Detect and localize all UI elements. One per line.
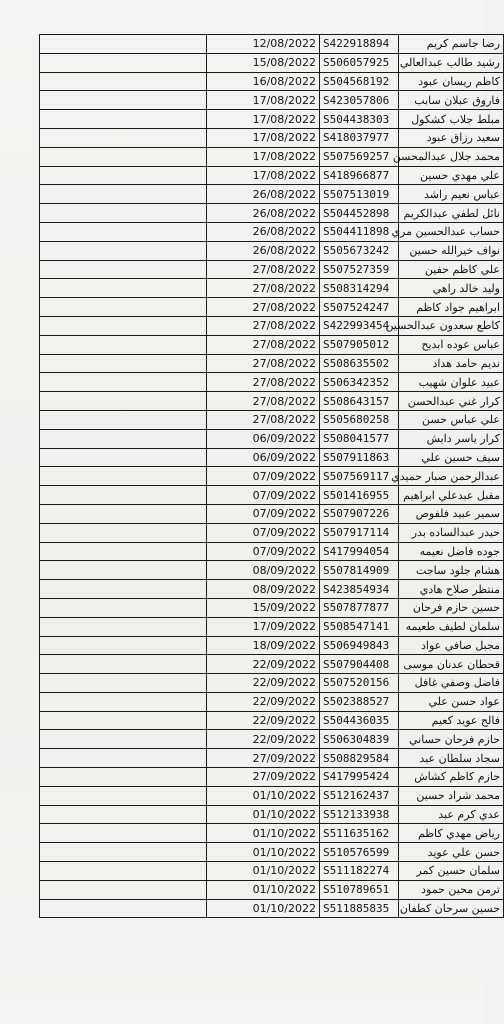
name-cell: سيف حسين علي — [399, 448, 504, 467]
date-cell: 08/09/2022 — [207, 580, 320, 599]
date-cell: 17/08/2022 — [207, 110, 320, 129]
date-cell: 17/08/2022 — [207, 128, 320, 147]
table-row — [40, 166, 504, 185]
id-cell: S418966877 — [320, 166, 399, 185]
blank-cell — [40, 392, 207, 411]
date-cell: 22/09/2022 — [207, 730, 320, 749]
name-cell: كاظم ريسان عبود — [399, 72, 504, 91]
id-cell: S512133938 — [320, 805, 399, 824]
id-cell: S423854934 — [320, 580, 399, 599]
id-cell: S506057925 — [320, 53, 399, 72]
name-cell: عبدالرحمن صبار حميدي — [399, 467, 504, 486]
name-cell: فالح عويد كعيم — [399, 711, 504, 730]
date-cell: 17/09/2022 — [207, 617, 320, 636]
id-cell: S507513019 — [320, 185, 399, 204]
id-cell: S510576599 — [320, 843, 399, 862]
blank-cell — [40, 335, 207, 354]
name-cell: وليد خالد راهي — [399, 279, 504, 298]
id-cell: S507911863 — [320, 448, 399, 467]
blank-cell — [40, 279, 207, 298]
records-table — [39, 34, 504, 918]
name-cell: رياض مهدي كاظم — [399, 824, 504, 843]
name-cell: سلمان لطيف طعيمه — [399, 617, 504, 636]
table-row — [40, 128, 504, 147]
id-cell: S511635162 — [320, 824, 399, 843]
id-cell: S507907226 — [320, 504, 399, 523]
date-cell: 01/10/2022 — [207, 805, 320, 824]
id-cell: S502388527 — [320, 692, 399, 711]
blank-cell — [40, 316, 207, 335]
name-cell: حسين حازم فرحان — [399, 598, 504, 617]
date-cell: 07/09/2022 — [207, 486, 320, 505]
blank-cell — [40, 354, 207, 373]
name-cell: ابراهيم جواد كاظم — [399, 298, 504, 317]
blank-cell — [40, 185, 207, 204]
table-row — [40, 580, 504, 599]
blank-cell — [40, 786, 207, 805]
date-cell: 27/08/2022 — [207, 316, 320, 335]
name-cell: منتظر صلاح هادي — [399, 580, 504, 599]
table-row — [40, 91, 504, 110]
blank-cell — [40, 730, 207, 749]
date-cell: 17/08/2022 — [207, 91, 320, 110]
table-row — [40, 692, 504, 711]
table-row — [40, 805, 504, 824]
date-cell: 01/10/2022 — [207, 786, 320, 805]
date-cell: 18/09/2022 — [207, 636, 320, 655]
id-cell: S510789651 — [320, 880, 399, 899]
id-cell: S422993454 — [320, 316, 399, 335]
table-row — [40, 636, 504, 655]
blank-cell — [40, 110, 207, 129]
blank-cell — [40, 580, 207, 599]
table-row — [40, 448, 504, 467]
date-cell: 16/08/2022 — [207, 72, 320, 91]
table-row — [40, 598, 504, 617]
table-row — [40, 674, 504, 693]
blank-cell — [40, 617, 207, 636]
name-cell: حسن علي عويد — [399, 843, 504, 862]
name-cell: هشام جلود ساجت — [399, 561, 504, 580]
blank-cell — [40, 448, 207, 467]
name-cell: سجاد سلطان عبد — [399, 749, 504, 768]
table-row — [40, 749, 504, 768]
blank-cell — [40, 72, 207, 91]
blank-cell — [40, 899, 207, 918]
table-row — [40, 843, 504, 862]
id-cell: S511182274 — [320, 862, 399, 881]
table-row — [40, 655, 504, 674]
records-table-body — [40, 35, 504, 918]
date-cell: 01/10/2022 — [207, 824, 320, 843]
id-cell: S417995424 — [320, 768, 399, 787]
blank-cell — [40, 655, 207, 674]
date-cell: 17/08/2022 — [207, 147, 320, 166]
id-cell: S506342352 — [320, 373, 399, 392]
table-row — [40, 730, 504, 749]
date-cell: 01/10/2022 — [207, 880, 320, 899]
table-row — [40, 561, 504, 580]
table-row — [40, 35, 504, 54]
name-cell: عواد حسن علي — [399, 692, 504, 711]
id-cell: S501416955 — [320, 486, 399, 505]
table-row — [40, 410, 504, 429]
name-cell: نائل لطفي عبدالكريم — [399, 204, 504, 223]
blank-cell — [40, 504, 207, 523]
name-cell: كرار غني عبدالحسن — [399, 392, 504, 411]
date-cell: 15/09/2022 — [207, 598, 320, 617]
name-cell: قحطان عدنان موسى — [399, 655, 504, 674]
id-cell: S504438303 — [320, 110, 399, 129]
name-cell: رشيد طالب عبدالعالي — [399, 53, 504, 72]
table-row — [40, 711, 504, 730]
name-cell: حازم فرحان حساني — [399, 730, 504, 749]
date-cell: 08/09/2022 — [207, 561, 320, 580]
name-cell: علي مهدي حسين — [399, 166, 504, 185]
blank-cell — [40, 843, 207, 862]
table-row — [40, 768, 504, 787]
table-row — [40, 185, 504, 204]
date-cell: 07/09/2022 — [207, 504, 320, 523]
blank-cell — [40, 880, 207, 899]
date-cell: 07/09/2022 — [207, 542, 320, 561]
name-cell: علي عباس حسن — [399, 410, 504, 429]
blank-cell — [40, 561, 207, 580]
id-cell: S506949843 — [320, 636, 399, 655]
blank-cell — [40, 598, 207, 617]
id-cell: S423057806 — [320, 91, 399, 110]
table-row — [40, 523, 504, 542]
name-cell: علي كاظم حفين — [399, 260, 504, 279]
id-cell: S507905012 — [320, 335, 399, 354]
date-cell: 15/08/2022 — [207, 53, 320, 72]
blank-cell — [40, 862, 207, 881]
name-cell: نديم حامد هداد — [399, 354, 504, 373]
table-row — [40, 222, 504, 241]
date-cell: 07/09/2022 — [207, 523, 320, 542]
date-cell: 26/08/2022 — [207, 185, 320, 204]
blank-cell — [40, 166, 207, 185]
table-row — [40, 110, 504, 129]
name-cell: مجبل صافي عواد — [399, 636, 504, 655]
table-row — [40, 542, 504, 561]
blank-cell — [40, 674, 207, 693]
id-cell: S504452898 — [320, 204, 399, 223]
date-cell: 27/08/2022 — [207, 373, 320, 392]
name-cell: فاضل وصفي غافل — [399, 674, 504, 693]
id-cell: S511885835 — [320, 899, 399, 918]
name-cell: حسين سرحان كطفان — [399, 899, 504, 918]
id-cell: S507569117 — [320, 467, 399, 486]
name-cell: ترمن محين حمود — [399, 880, 504, 899]
name-cell: سلمان حسين كمر — [399, 862, 504, 881]
id-cell: S508547141 — [320, 617, 399, 636]
blank-cell — [40, 35, 207, 54]
name-cell: محمد شراد حسين — [399, 786, 504, 805]
table-row — [40, 824, 504, 843]
name-cell: حازم كاظم كشاش — [399, 768, 504, 787]
table-row — [40, 72, 504, 91]
name-cell: عدي كرم عبد — [399, 805, 504, 824]
blank-cell — [40, 636, 207, 655]
id-cell: S504568192 — [320, 72, 399, 91]
date-cell: 27/08/2022 — [207, 279, 320, 298]
date-cell: 27/08/2022 — [207, 298, 320, 317]
blank-cell — [40, 128, 207, 147]
name-cell: حساب عبدالحسين مري — [399, 222, 504, 241]
blank-cell — [40, 486, 207, 505]
table-row — [40, 241, 504, 260]
table-row — [40, 617, 504, 636]
blank-cell — [40, 711, 207, 730]
id-cell: S508643157 — [320, 392, 399, 411]
name-cell: نواف خيرالله حسين — [399, 241, 504, 260]
date-cell: 22/09/2022 — [207, 692, 320, 711]
id-cell: S418037977 — [320, 128, 399, 147]
name-cell: عبيد علوان شهيب — [399, 373, 504, 392]
blank-cell — [40, 410, 207, 429]
table-row — [40, 279, 504, 298]
blank-cell — [40, 824, 207, 843]
table-row — [40, 899, 504, 918]
id-cell: S508635502 — [320, 354, 399, 373]
date-cell: 07/09/2022 — [207, 467, 320, 486]
blank-cell — [40, 692, 207, 711]
id-cell: S505673242 — [320, 241, 399, 260]
blank-cell — [40, 204, 207, 223]
blank-cell — [40, 298, 207, 317]
name-cell: سعيد رزاق عبود — [399, 128, 504, 147]
name-cell: جوده فاضل نعيمه — [399, 542, 504, 561]
date-cell: 01/10/2022 — [207, 899, 320, 918]
table-row — [40, 335, 504, 354]
date-cell: 27/08/2022 — [207, 392, 320, 411]
date-cell: 22/09/2022 — [207, 711, 320, 730]
name-cell: كرار ياسر دايش — [399, 429, 504, 448]
name-cell: فاروق عبلان سابب — [399, 91, 504, 110]
blank-cell — [40, 53, 207, 72]
id-cell: S422918894 — [320, 35, 399, 54]
table-row — [40, 53, 504, 72]
name-cell: محمد جلال عبدالمحسن — [399, 147, 504, 166]
name-cell: مبلط جلاب كشكول — [399, 110, 504, 129]
table-row — [40, 880, 504, 899]
blank-cell — [40, 91, 207, 110]
date-cell: 27/09/2022 — [207, 768, 320, 787]
id-cell: S507520156 — [320, 674, 399, 693]
blank-cell — [40, 542, 207, 561]
table-row — [40, 486, 504, 505]
id-cell: S508314294 — [320, 279, 399, 298]
id-cell: S508041577 — [320, 429, 399, 448]
table-row — [40, 298, 504, 317]
date-cell: 27/09/2022 — [207, 749, 320, 768]
blank-cell — [40, 260, 207, 279]
blank-cell — [40, 523, 207, 542]
date-cell: 27/08/2022 — [207, 410, 320, 429]
table-row — [40, 316, 504, 335]
date-cell: 06/09/2022 — [207, 429, 320, 448]
blank-cell — [40, 467, 207, 486]
blank-cell — [40, 749, 207, 768]
blank-cell — [40, 373, 207, 392]
blank-cell — [40, 147, 207, 166]
id-cell: S505680258 — [320, 410, 399, 429]
name-cell: عباس عوده ابديح — [399, 335, 504, 354]
blank-cell — [40, 768, 207, 787]
name-cell: سمير عبيد فلفوص — [399, 504, 504, 523]
id-cell: S507814909 — [320, 561, 399, 580]
id-cell: S512162437 — [320, 786, 399, 805]
table-row — [40, 786, 504, 805]
blank-cell — [40, 222, 207, 241]
date-cell: 22/09/2022 — [207, 655, 320, 674]
name-cell: عباس نعيم راشد — [399, 185, 504, 204]
date-cell: 27/08/2022 — [207, 335, 320, 354]
name-cell: مقبل عبدعلي ابراهيم — [399, 486, 504, 505]
table-row — [40, 373, 504, 392]
table-row — [40, 862, 504, 881]
id-cell: S504436035 — [320, 711, 399, 730]
date-cell: 26/08/2022 — [207, 241, 320, 260]
blank-cell — [40, 241, 207, 260]
id-cell: S417994054 — [320, 542, 399, 561]
table-row — [40, 392, 504, 411]
date-cell: 17/08/2022 — [207, 166, 320, 185]
date-cell: 12/08/2022 — [207, 35, 320, 54]
name-cell: رضا جاسم كريم — [399, 35, 504, 54]
table-row — [40, 147, 504, 166]
id-cell: S507877877 — [320, 598, 399, 617]
date-cell: 27/08/2022 — [207, 260, 320, 279]
id-cell: S508829584 — [320, 749, 399, 768]
date-cell: 06/09/2022 — [207, 448, 320, 467]
date-cell: 26/08/2022 — [207, 204, 320, 223]
date-cell: 27/08/2022 — [207, 354, 320, 373]
id-cell: S507904408 — [320, 655, 399, 674]
date-cell: 01/10/2022 — [207, 843, 320, 862]
name-cell: حيدر عبدالساده بدر — [399, 523, 504, 542]
date-cell: 22/09/2022 — [207, 674, 320, 693]
blank-cell — [40, 429, 207, 448]
table-row — [40, 429, 504, 448]
id-cell: S507524247 — [320, 298, 399, 317]
id-cell: S507917114 — [320, 523, 399, 542]
id-cell: S504411898 — [320, 222, 399, 241]
date-cell: 01/10/2022 — [207, 862, 320, 881]
name-cell: كاطع سعدون عبدالحسين — [399, 316, 504, 335]
table-row — [40, 204, 504, 223]
table-row — [40, 354, 504, 373]
table-row — [40, 504, 504, 523]
table-row — [40, 467, 504, 486]
id-cell: S507569257 — [320, 147, 399, 166]
id-cell: S507527359 — [320, 260, 399, 279]
id-cell: S506304839 — [320, 730, 399, 749]
table-row — [40, 260, 504, 279]
date-cell: 26/08/2022 — [207, 222, 320, 241]
blank-cell — [40, 805, 207, 824]
